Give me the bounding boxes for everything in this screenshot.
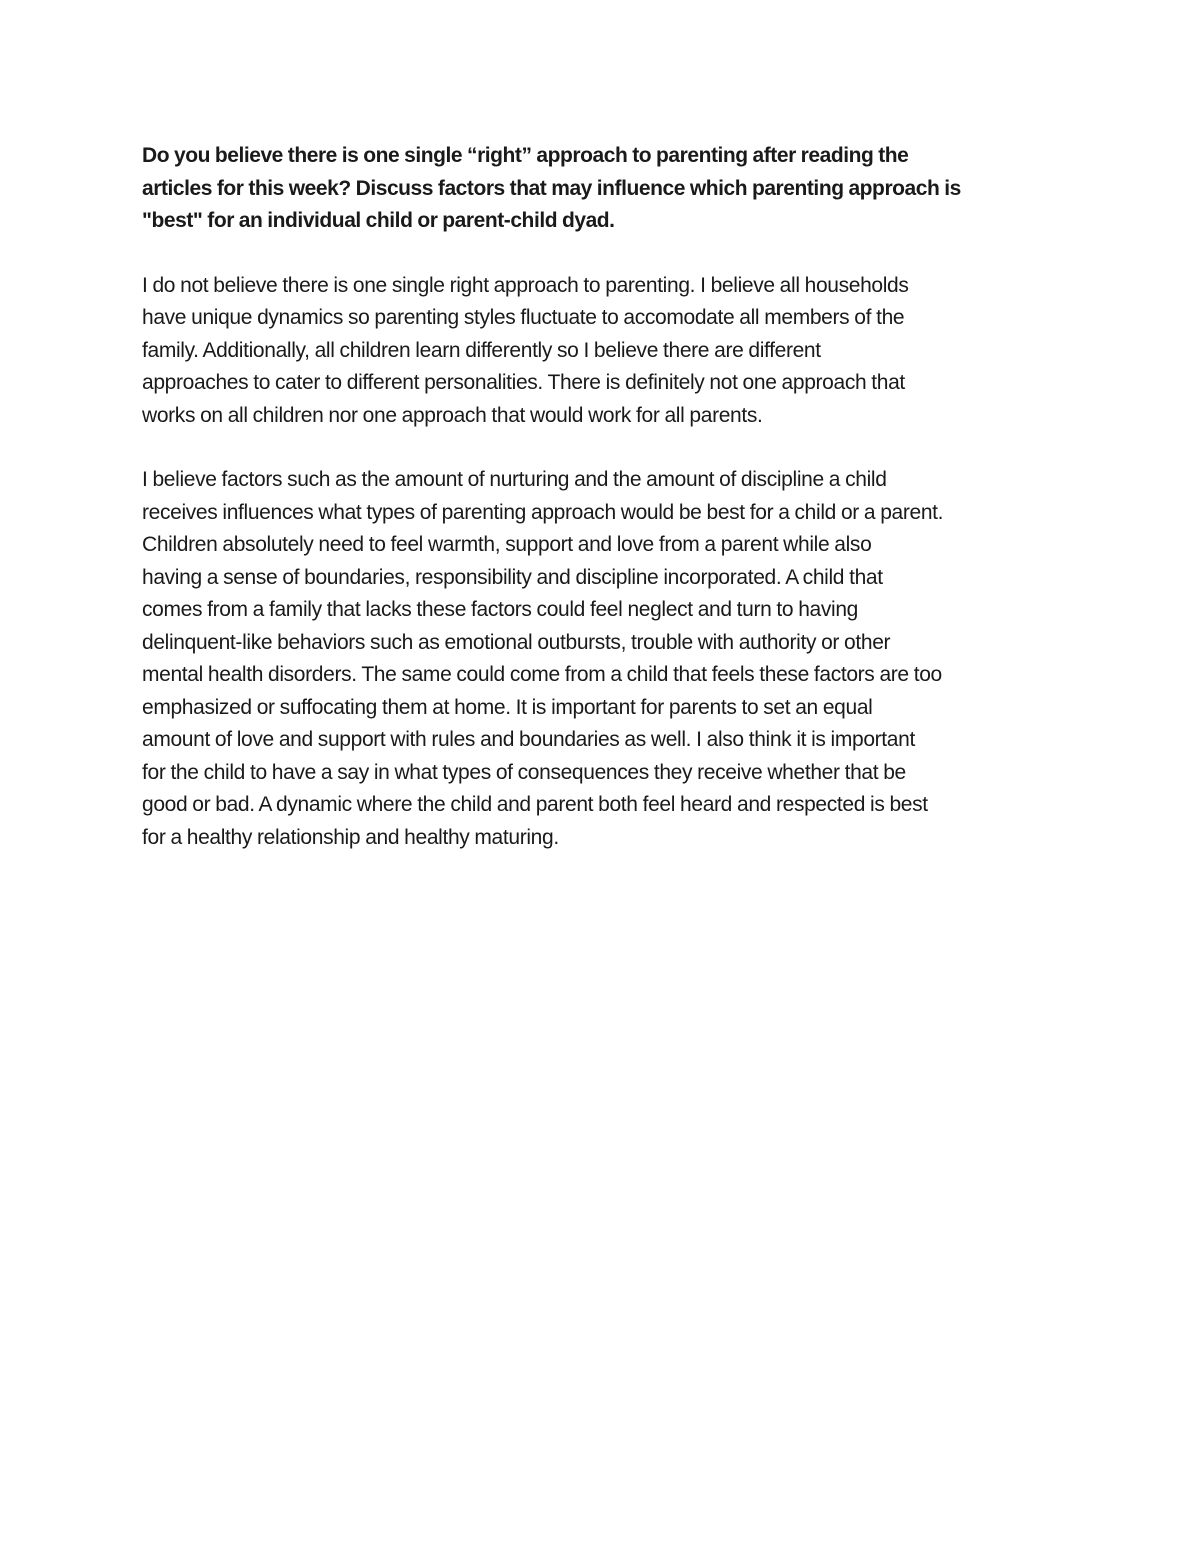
question-line: articles for this week? Discuss factors that may influence which parenting approach is bbox=[142, 176, 961, 200]
paragraph-line: works on all children nor one approach that would work for all parents. bbox=[142, 403, 763, 427]
paragraph-line: family. Additionally, all children learn differently so I believe there are different bbox=[142, 338, 821, 362]
document-body bbox=[142, 140, 1062, 854]
paragraph-line: having a sense of boundaries, responsibility and discipline incorporated. A child that bbox=[142, 565, 883, 589]
paragraph-line: good or bad. A dynamic where the child and parent both feel heard and respected is best bbox=[142, 793, 928, 816]
paragraph-line: for a healthy relationship and healthy maturing. bbox=[142, 825, 559, 849]
paragraph-line: I do not believe there is one single right approach to parenting. I believe all households bbox=[142, 273, 909, 297]
paragraph-line: have unique dynamics so parenting styles fluctuate to accomodate all members of the bbox=[142, 306, 905, 329]
paragraph-gap bbox=[142, 432, 1062, 464]
discussion-question bbox=[142, 140, 1062, 238]
question-line: "best" for an individual child or parent-child dyad. bbox=[142, 209, 615, 232]
paragraph-line: I believe factors such as the amount of nurturing and the amount of discipline a child bbox=[142, 468, 887, 491]
question-line: Do you believe there is one single “right” approach to parenting after reading the bbox=[142, 144, 909, 167]
paragraph-gap bbox=[142, 238, 1062, 270]
answer-paragraph-1 bbox=[142, 270, 1062, 433]
paragraph-line: emphasized or suffocating them at home. It is important for parents to set an equal bbox=[142, 695, 873, 719]
paragraph-line: approaches to cater to different personalities. There is definitely not one approach that bbox=[142, 371, 905, 394]
paragraph-line: Children absolutely need to feel warmth, support and love from a parent while also bbox=[142, 533, 872, 556]
paragraph-line: receives influences what types of parenting approach would be best for a child or a parent. bbox=[142, 500, 944, 524]
paragraph-line: mental health disorders. The same could come from a child that feels these factors are too bbox=[142, 663, 942, 686]
paragraph-line: amount of love and support with rules and boundaries as well. I also think it is important bbox=[142, 728, 915, 751]
paragraph-line: comes from a family that lacks these factors could feel neglect and turn to having bbox=[142, 598, 859, 621]
paragraph-line: for the child to have a say in what types of consequences they receive whether that be bbox=[142, 760, 906, 784]
answer-paragraph-2 bbox=[142, 464, 1062, 854]
paragraph-line: delinquent-like behaviors such as emotional outbursts, trouble with authority or other bbox=[142, 630, 891, 654]
